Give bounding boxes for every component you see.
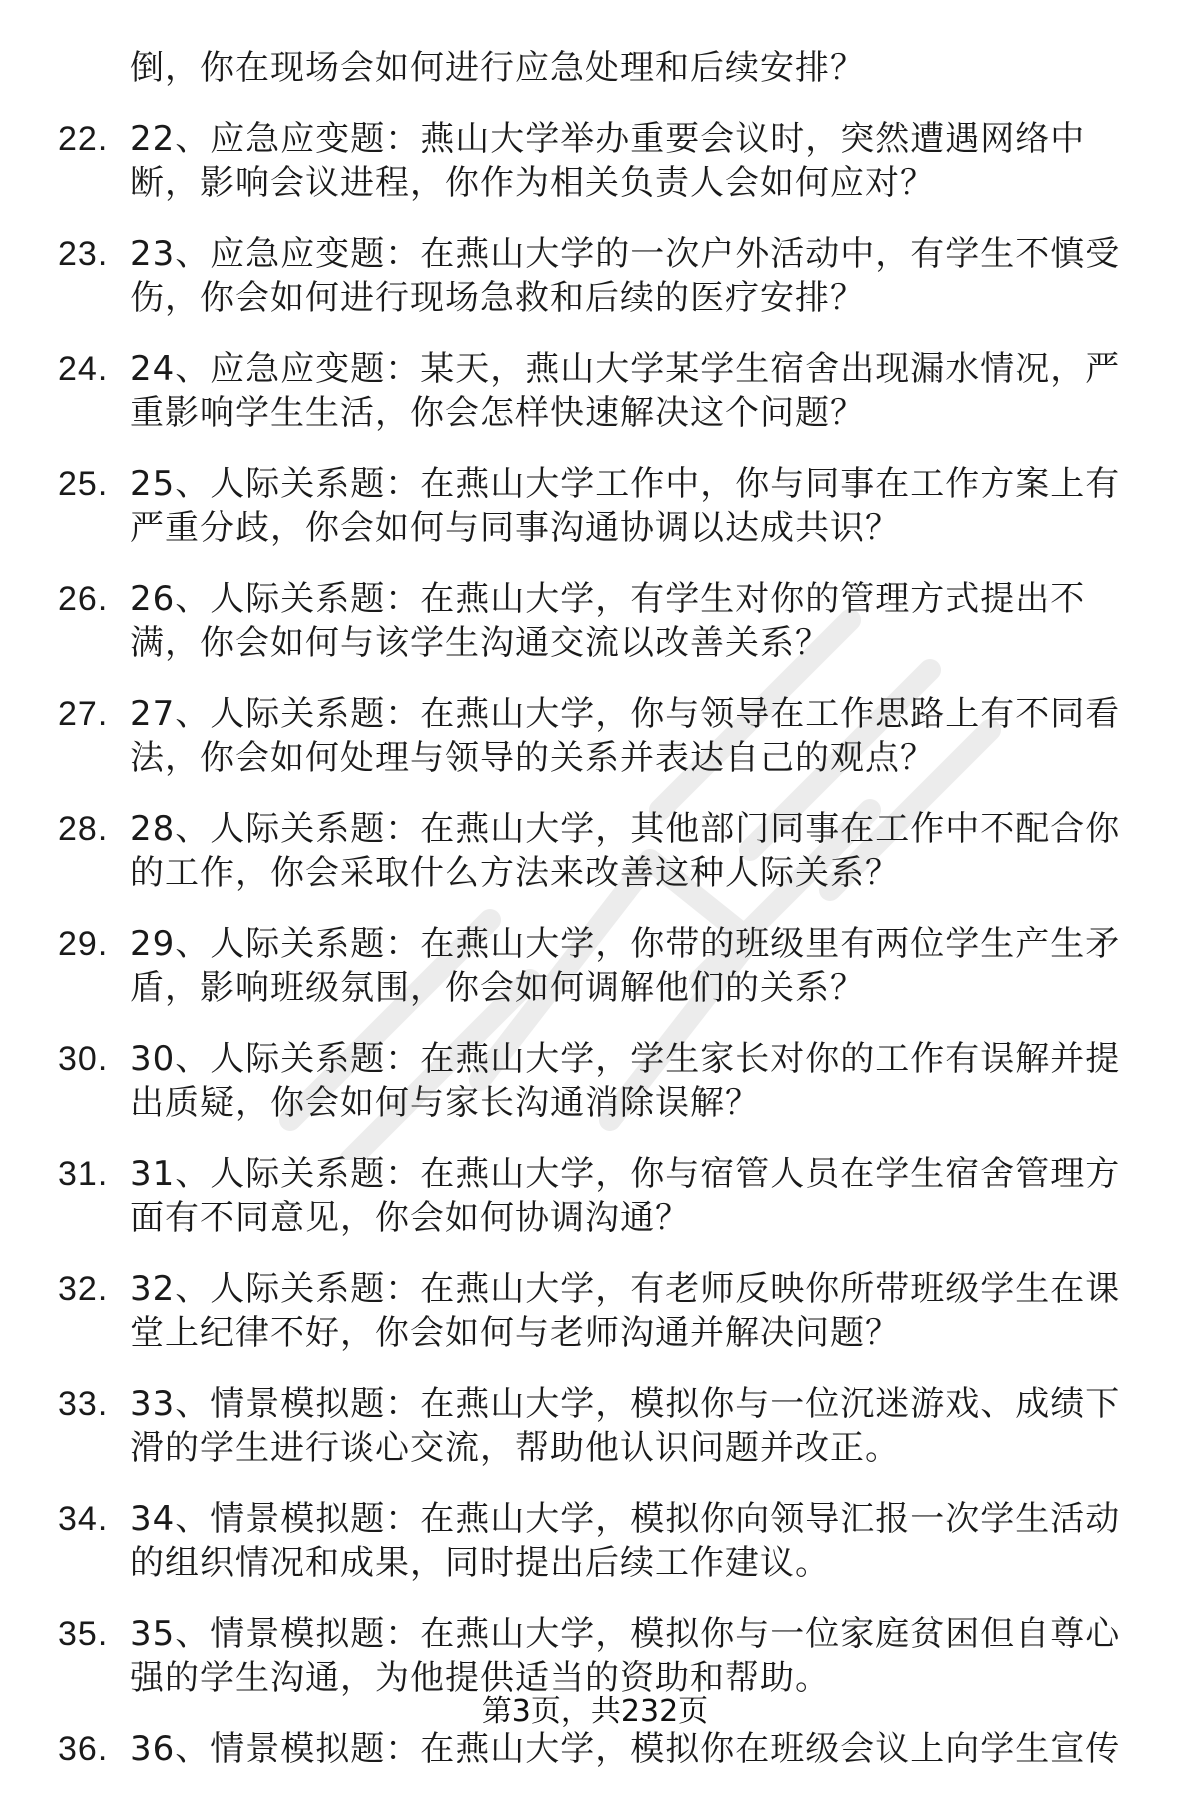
- page-footer: 第3页，共232页: [481, 1694, 709, 1729]
- question-text: 36、情景模拟题：在燕山大学，模拟你在班级会议上向学生宣传: [130, 1729, 1121, 1769]
- question-number: 26.: [58, 580, 109, 618]
- list-item: [0, 1612, 1190, 1700]
- list-item: [0, 1497, 1190, 1585]
- list-item: [0, 577, 1190, 665]
- question-number: 25.: [58, 465, 109, 503]
- question-number: 36.: [58, 1730, 109, 1768]
- question-number: 23.: [58, 235, 109, 273]
- question-text: 29、人际关系题：在燕山大学，你带的班级里有两位学生产生矛盾，影响班级氛围，你会如何调解他们的关系？: [130, 924, 1121, 1008]
- question-number: 32.: [58, 1270, 109, 1308]
- question-number: 33.: [58, 1385, 109, 1423]
- question-text: 35、情景模拟题：在燕山大学，模拟你与一位家庭贫困但自尊心强的学生沟通，为他提供适当的资助和帮助。: [130, 1614, 1121, 1698]
- question-text: 26、人际关系题：在燕山大学，有学生对你的管理方式提出不满，你会如何与该学生沟通交流以改善关系？: [130, 579, 1086, 663]
- question-text: 33、情景模拟题：在燕山大学，模拟你与一位沉迷游戏、成绩下滑的学生进行谈心交流，帮助他认识问题并改正。: [130, 1384, 1121, 1468]
- list-item: [0, 1267, 1190, 1355]
- question-text: 28、人际关系题：在燕山大学，其他部门同事在工作中不配合你的工作，你会采取什么方法来改善这种人际关系？: [130, 809, 1121, 893]
- question-number: 35.: [58, 1615, 109, 1653]
- question-number: 27.: [58, 695, 109, 733]
- list-item: [0, 1152, 1190, 1240]
- question-text: 25、人际关系题：在燕山大学工作中，你与同事在工作方案上有严重分歧，你会如何与同事沟通协调以达成共识？: [130, 464, 1121, 548]
- question-text: 27、人际关系题：在燕山大学，你与领导在工作思路上有不同看法，你会如何处理与领导的关系并表达自己的观点？: [130, 694, 1121, 778]
- continuation-text: 倒，你在现场会如何进行应急处理和后续安排？: [130, 48, 865, 88]
- question-number: 29.: [58, 925, 109, 963]
- question-text: 24、应急应变题：某天，燕山大学某学生宿舍出现漏水情况，严重影响学生生活，你会怎样快速解决这个问题？: [130, 349, 1121, 433]
- list-item: [0, 232, 1190, 320]
- list-item: [0, 807, 1190, 895]
- question-text: 31、人际关系题：在燕山大学，你与宿管人员在学生宿舍管理方面有不同意见，你会如何协调沟通？: [130, 1154, 1121, 1238]
- list-item: [0, 1037, 1190, 1125]
- question-text: 32、人际关系题：在燕山大学，有老师反映你所带班级学生在课堂上纪律不好，你会如何与老师沟通并解决问题？: [130, 1269, 1121, 1353]
- question-text: 34、情景模拟题：在燕山大学，模拟你向领导汇报一次学生活动的组织情况和成果，同时提出后续工作建议。: [130, 1499, 1121, 1583]
- question-number: 28.: [58, 810, 109, 848]
- question-number: 31.: [58, 1155, 109, 1193]
- question-list: [0, 46, 1190, 1798]
- list-item: [0, 347, 1190, 435]
- question-text: 22、应急应变题：燕山大学举办重要会议时，突然遭遇网络中断，影响会议进程，你作为相关负责人会如何应对？: [130, 119, 1086, 203]
- question-number: 30.: [58, 1040, 109, 1078]
- question-text: 30、人际关系题：在燕山大学，学生家长对你的工作有误解并提出质疑，你会如何与家长沟通消除误解？: [130, 1039, 1121, 1123]
- question-number: 34.: [58, 1500, 109, 1538]
- list-item: [0, 692, 1190, 780]
- list-item: [0, 922, 1190, 1010]
- list-item: [0, 462, 1190, 550]
- list-item: [0, 1382, 1190, 1470]
- question-number: 24.: [58, 350, 109, 388]
- list-item: [0, 117, 1190, 205]
- list-item: [0, 46, 1190, 90]
- list-item: [0, 1727, 1190, 1771]
- question-text: 23、应急应变题：在燕山大学的一次户外活动中，有学生不慎受伤，你会如何进行现场急救和后续的医疗安排？: [130, 234, 1121, 318]
- question-number: 22.: [58, 120, 109, 158]
